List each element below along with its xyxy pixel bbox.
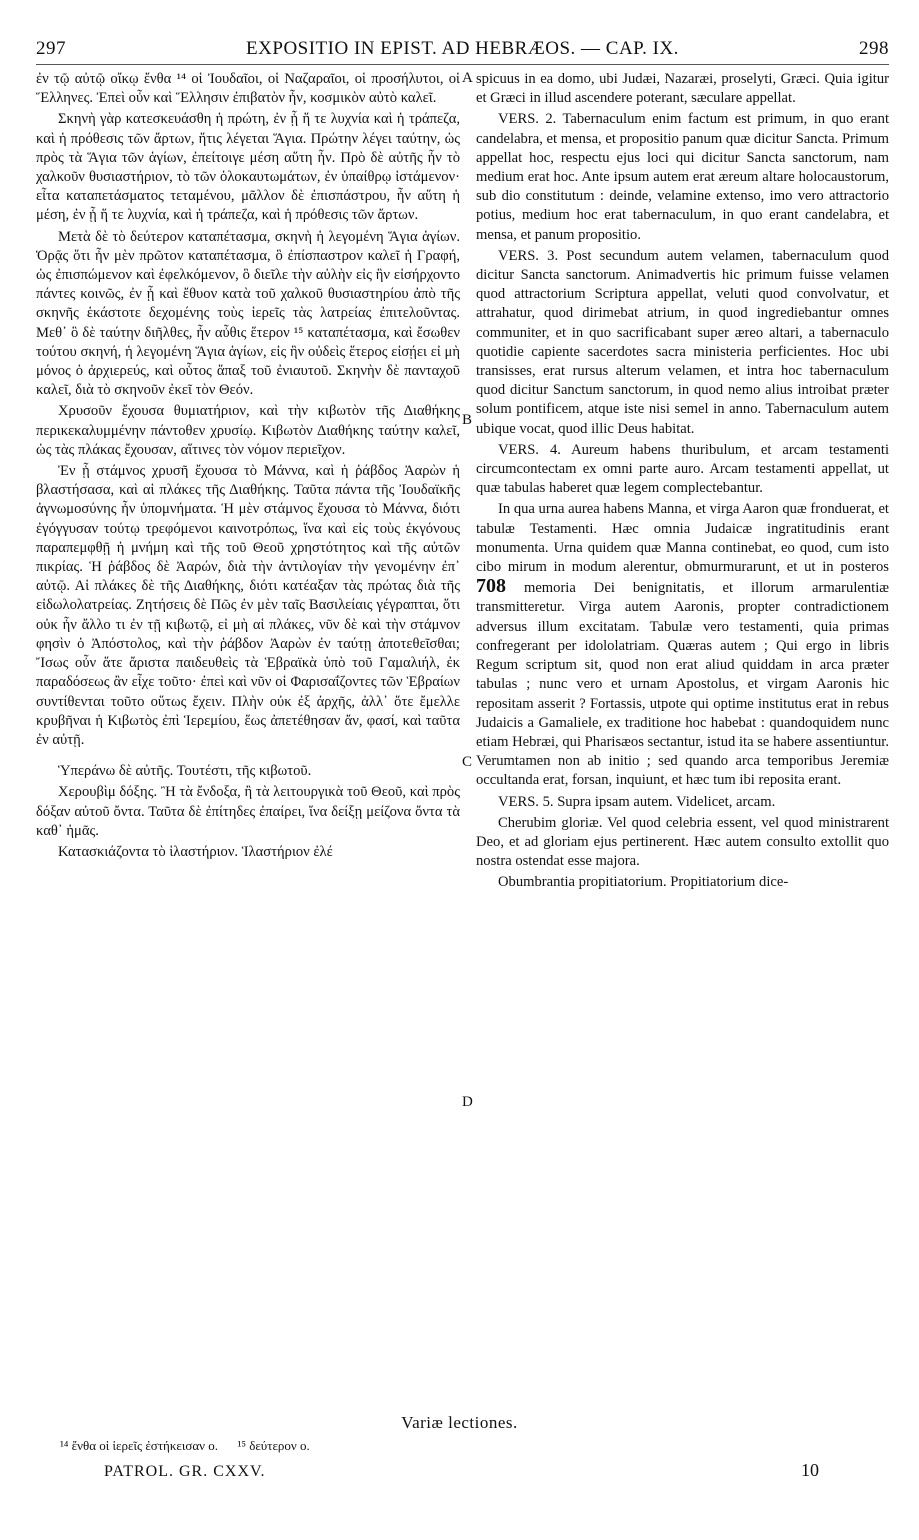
running-title: EXPOSITIO IN EPIST. AD HEBRÆOS. — CAP. IX. xyxy=(246,38,679,59)
latin-paragraph: VERS. 4. Aureum habens thuribulum, et arcam testamenti circumcontectam ex omni parte auro. Arcam testamenti appellat, ut quæ tabulas haberet quæ legem complectebantur. xyxy=(476,441,889,497)
latin-paragraph: Obumbrantia propitiatorium. Propitiatorium dice- xyxy=(498,874,789,891)
footnotes xyxy=(60,1438,310,1454)
margin-marker-c: C xyxy=(462,754,473,770)
footnote-14: ¹⁴ ἔνθα οἱ ἱερεῖς ἐστήκεισαν ο. xyxy=(60,1438,219,1453)
greek-paragraph: Ἐν ᾗ στάμνος χρυσῆ ἔχουσα τὸ Μάννα, καὶ ἡ ῥάβδος Ἀαρὼν ἡ βλαστήσασα, καὶ αἱ πλάκες τῆς Διαθήκης. Ταῦτα πάντα τῆς Ἰουδαϊκῆς ἀγνωμοσύνης ἦν ὑπομνήματα. Ἡ μὲν στάμνος ἔχουσα τὸ Μάννα, διότι ἐγόγγυσαν τούτῳ τρεφόμενοι καινοτρόπως, ἵνα καὶ εἰς τοὺς ἐκγόνους παραπεμφθῇ ἡ μνήμη καὶ τῆς τοῦ Θεοῦ χρηστότητος καὶ τῆς αὐτῶν πικρίας. Ἡ ῥάβδος δὲ Ἀαρών, διὰ τὴν ἀντιλογίαν τὴν γενομένην ἐπ᾽ αὐτῷ. Αἱ πλάκες δὲ τῆς Διαθήκης, διότι κατέαξαν τὰς πρώτας διὰ τῆς εἰδωλολατρείας. Ζητήσεις δὲ Πῶς ἐν μὲν ταῖς Βασιλείαις γέγραπται, ὅτι οὐκ ἦν ἄλλο τι ἐν τῇ κιβωτῷ, εἰ μὴ αἱ πλάκες, νῦν δὲ καὶ τὴν στάμνον φησὶν ὁ Ἀπόστολος, καὶ τὴν ῥάβδον Ἀαρὼν ἐν ταύτῃ ἀποτεθεῖσθαι; Ἴσως οὖν ἅτε ἄριστα παιδευθεὶς τὰ Ἑβραϊκὰ ὑπὸ τοῦ Γαμαλιήλ, ἐκ παραδόσεως ἂν εἶχε τοῦτο· ἐπεὶ καὶ νῦν οἱ Φαρισαΐζοντες τῶν Ἑβραίων συντίθενται τοῦτο οὕτως ἔχειν. Πλὴν οὐκ ἐξ ἀρχῆς, ἀλλ᾽ ὅτε ἔμελλε κρυβῆναι ἡ Κιβωτὸς ἐπὶ Ἱερεμίου, ἕως ἀπετέθησαν ἄν, φασί, καὶ ταῦτα ἐν αὐτῇ. xyxy=(36,463,460,748)
latin-paragraph: VERS. 3. Post secundum autem velamen, tabernaculum quod dicitur Sancta sanctorum. Animadvertis hic primum fuisse velamen quod attractorium Scriptura appellat, veluti quod convolvatur, et attrahatur, quod dirimebat atrium, in quod ingrediebantur omnes communiter, et in quo sacrificabant super æreo altari, a tabernaculo quotidie capiente sacerdotes sacra ministeria perficientes. Hoc ubi transisses, erat rursus alterum velamen, et intra hoc tabernaculum quod dicitur Sanctum sanctorum, in quod nemo alius introibat præter solum pontificem, atque iste nisi semel in anno. Tabernaculum autem ubique vocat, quod illic Deus habitat. xyxy=(476,247,889,437)
latin-paragraph xyxy=(476,500,889,790)
latin-column xyxy=(476,70,889,1240)
greek-paragraph: Ὑπεράνω δὲ αὐτῆς. Τουτέστι, τῆς κιβωτοῦ. xyxy=(58,763,312,780)
greek-paragraph: Χρυσοῦν ἔχουσα θυμιατήριον, καὶ τὴν κιβωτὸν τῆς Διαθήκης περικεκαλυμμένην πάντοθεν χρυσίῳ. Κιβωτὸν Διαθήκης ταύτην καλεῖ, ὡς τὰς πλάκας ἔχουσαν, αἵτινες τὸν νόμον περιεῖχον. xyxy=(36,403,460,458)
greek-paragraph: Σκηνὴ γὰρ κατεσκευάσθη ἡ πρώτη, ἐν ᾗ ἥ τε λυχνία καὶ ἡ τράπεζα, καὶ ἡ πρόθεσις τῶν ἄρτων, ἥτις λέγεται Ἅγια. Πρώτην λέγει ταύτην, ὡς πρὸς τὰ Ἅγια τῶν ἁγίων, ἐπείτοιγε μέση αὕτη ἦν. Πρὸ δὲ αὐτῆς ἦν τὸ χαλκοῦν θυσιαστήριον, τὸ τῶν ὁλοκαυτωμάτων, ἐν ὑπαίθρῳ ἱστάμενον· εἶτα καταπετάσματος τεταμένου, μᾶλλον δὲ ἐπισπάστρου, ἦν αὕτη ἡ μέση, ἐν ᾗ ἥ τε λυχνία, καὶ ἡ τράπεζα, καὶ ἡ πρόθεσις τῶν ἄρτων. xyxy=(36,111,460,224)
greek-paragraph: Κατασκιάζοντα τὸ ἱλαστήριον. Ἱλαστήριον ἐλέ xyxy=(58,843,333,860)
header-rule xyxy=(36,64,889,65)
latin-paragraph: VERS. 2. Tabernaculum enim factum est primum, in quo erant candelabra, et mensa, et propositio panum quæ dicitur Sancta. Primum appellat hoc, respectu ejus loci qui dicitur Sancta sanctorum, nam medium erat hoc. Ante ipsum autem erat æreum altare holocaustorum, sub dio constitutum : deinde, velamine extenso, imo vero attractorio potius, medium hoc erat tabernaculum, in quo erant candelabra, et mensa, et panum propositio. xyxy=(476,111,889,243)
footnote-15: ¹⁵ δεύτερον ο. xyxy=(237,1438,310,1453)
page-header xyxy=(36,34,889,64)
page-footer xyxy=(104,1460,819,1481)
greek-paragraph: Χερουβὶμ δόξης. Ἢ τὰ ἔνδοξα, ἢ τὰ λειτουργικὰ τοῦ Θεοῦ, καὶ πρὸς δόξαν αὐτοῦ ὄντα. Ταῦτα δὲ ἐπίτηδες ἐπαίρει, ἵνα δείξῃ μείζονα ὄντα τὰ καθ᾽ ἡμᾶς. xyxy=(36,784,460,839)
margin-marker-a: A xyxy=(462,70,473,86)
margin-marker-d: D xyxy=(462,1094,473,1110)
column-number: 708 xyxy=(476,575,506,598)
margin-marker-b: B xyxy=(462,412,473,428)
greek-paragraph: Μετὰ δὲ τὸ δεύτερον καταπέτασμα, σκηνὴ ἡ λεγομένη Ἅγια ἁγίων. Ὁρᾷς ὅτι ἦν μὲν πρῶτον καταπέτασμα, ὃ ἐπίσπαστρον καλεῖ ἡ Γραφή, ὡς ἐπισπώμενον καὶ ἐφελκόμενον, ὃ διεῖλε τὴν αὐλὴν εἰς ἣν εἰσήρχοντο πάντες κοινῶς, ἐν ᾗ καὶ ἔθυον κατὰ τοῦ χαλκοῦ θυσιαστηρίου ἀπὸ τῆς σκηνῆς ἑκάστοτε δεχομένης τοὺς ἱερεῖς τὰς λατρείας ἐπιτελοῦντας. Μεθ᾽ ὃ δὲ ταύτην διῆλθες, ἦν αὖθις ἕτερον ¹⁵ καταπέτασμα, καὶ ἔσωθεν τούτου σκηνή, ἡ λεγομένη Ἅγια ἁγίων, εἰς ἣν οὐδεὶς ἕτερος εἰσῄει εἰ μὴ μόνος ὁ ἀρχιερεύς, καὶ οὗτος ἅπαξ τοῦ ἐνιαυτοῦ. Σκηνὴν δὲ πανταχοῦ καλεῖ, διὰ τὸ σκηνοῦν ἐκεῖ τὸν Θεόν. xyxy=(36,228,460,399)
latin-text: memoria Dei benignitatis, et illorum armarulentiæ transmitteretur. Virga autem Aaronis, propter contradictionem adversus illum excitatam. Tabulæ vero testamenti, quia primas confregerant per idololatriam. Quæras autem ; Qui ergo in libris Regum scriptum sit, quod non erat aliud quiddam in arca præter tabulas ; nunc vero et urnam Apostolus, et virgam Aaronis hic repositam asserit ? Fortassis, utpote qui optime institutus erat in rebus Judaicis a Gamaliele, ex traditione hoc habebat : quandoquidem nunc etiam Hebræi, qui Pharisæos sectantur, istud ita se habere assentiuntur. Verumtamen non ab initio ; sed quando arca temporibus Jeremiæ occultanda erat, forsan, inquiunt, et hæc tum ibi reposita erant. xyxy=(476,580,889,789)
patrol-label: PATROL. GR. CXXV. xyxy=(104,1463,266,1480)
greek-paragraph: ἐν τῷ αὐτῷ οἴκῳ ἔνθα ¹⁴ οἱ Ἰουδαῖοι, οἱ Ναζαραῖοι, οἱ προσήλυτοι, οἱ Ἕλληνες. Ἐπεὶ οὖν καὶ Ἕλλησιν ἐπιβατὸν ἦν, κοσμικὸν αὐτὸ καλεῖ. xyxy=(36,71,460,107)
latin-paragraph: VERS. 5. Supra ipsam autem. Videlicet, arcam. xyxy=(498,793,776,810)
latin-paragraph: Cherubim gloriæ. Vel quod celebria essent, vel quod ministrarent Deo, et ad gloriam ejus pertinerent. Hæc autem consulto extollit quo nostra ostendat esse majora. xyxy=(476,814,889,870)
latin-paragraph: spicuus in ea domo, ubi Judæi, Nazaræi, proselyti, Græci. Quia igitur et Græci in illud ascendere poterant, sæculare appellat. xyxy=(476,71,889,107)
variae-lectiones-title: Variæ lectiones. xyxy=(401,1413,518,1432)
signature-mark: 10 xyxy=(801,1460,819,1480)
latin-text: In qua urna aurea habens Manna, et virga Aaron quæ fronduerat, et tabulæ Testamenti. Hæc omnia Judaicæ ingratitudinis erant monumenta. Urna quidem quæ Manna continebat, eo quod, cum isto cibo mirum in modum alerentur, obmurmurarunt, et ut in posteros xyxy=(476,501,889,576)
page-number-left: 297 xyxy=(36,38,66,59)
page-number-right: 298 xyxy=(859,38,889,59)
greek-column xyxy=(36,70,460,1400)
